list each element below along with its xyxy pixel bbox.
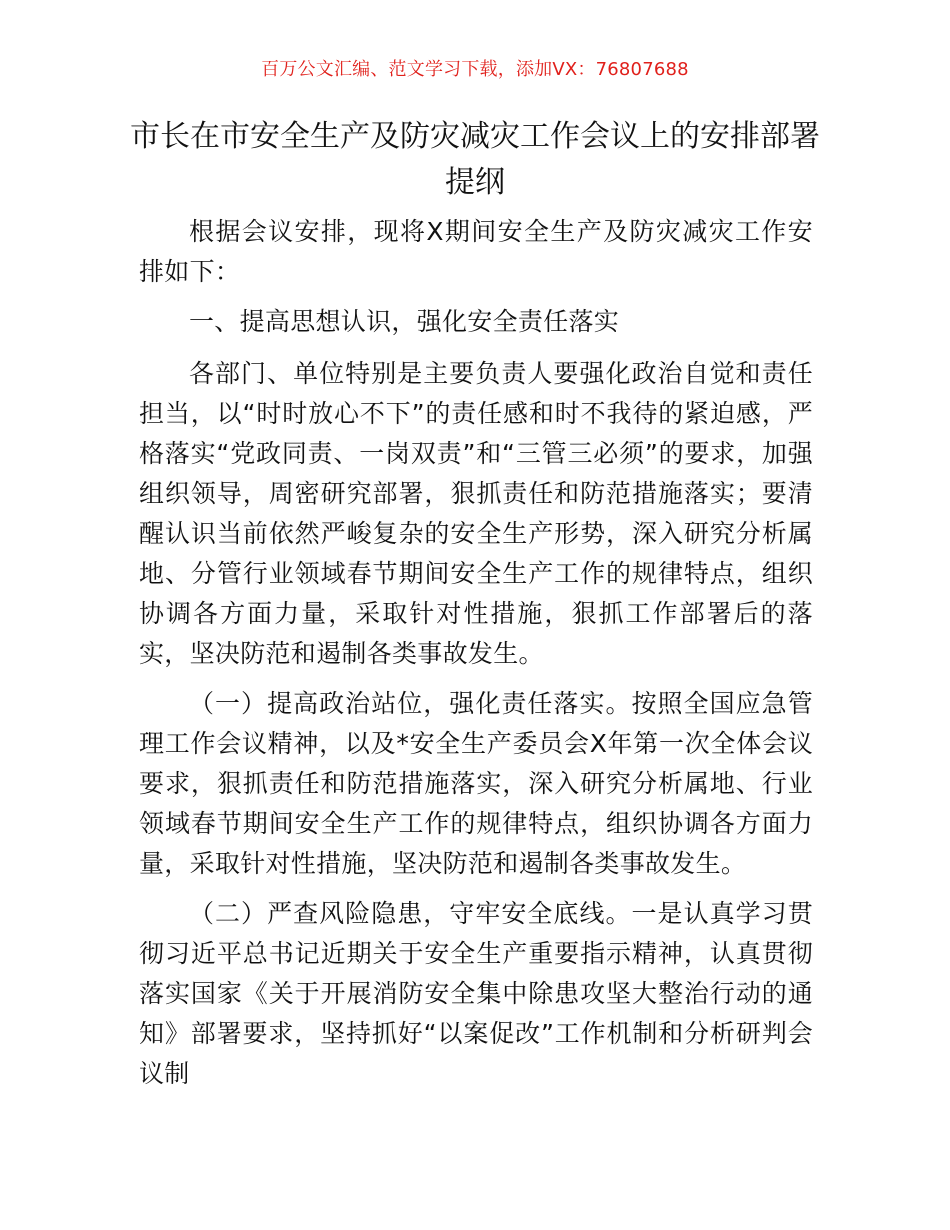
- intro-paragraph: 根据会议安排，现将X期间安全生产及防灾减灾工作安排如下：: [139, 217, 813, 286]
- body-paragraph: 各部门、单位特别是主要负责人要强化政治自觉和责任担当，以“时时放心不下”的责任感和时不我待的紧迫感，严格落实“党政同责、一岗双责”和“三管三必须”的要求，加强组织领导，周密研究部署，狠抓责任和防范措施落实；要清醒认识当前依然严峻复杂的安全生产形势，深入研究分析属地、分管行业领域春节期间安全生产工作的规律特点，组织协调各方面力量，采取针对性措施，狠抓工作部署后的落实，坚决防范和遏制各类事故发生。: [139, 359, 813, 668]
- section-heading-1: 一、提高思想认识，强化安全责任落实: [189, 307, 620, 336]
- header-watermark-note: 百万公文汇编、范文学习下载，添加VX：76807688: [261, 59, 689, 80]
- document-body: [139, 212, 813, 1104]
- document-title: 市长在市安全生产及防灾减灾工作会议上的安排部署提纲: [130, 119, 820, 200]
- subsection-paragraph-1: （一）提高政治站位，强化责任落实。按照全国应急管理工作会议精神，以及*安全生产委员会X年第一次全体会议要求，狠抓责任和防范措施落实，深入研究分析属地、行业领域春节期间安全生产工作的规律特点，组织协调各方面力量，采取针对性措施，坚决防范和遏制各类事故发生。: [139, 689, 813, 878]
- subsection-paragraph-2: （二）严查风险隐患，守牢安全底线。一是认真学习贯彻习近平总书记近期关于安全生产重要指示精神，认真贯彻落实国家《关于开展消防安全集中除患攻坚大整治行动的通知》部署要求，坚持抓好“以案促改”工作机制和分析研判会议制: [139, 899, 813, 1088]
